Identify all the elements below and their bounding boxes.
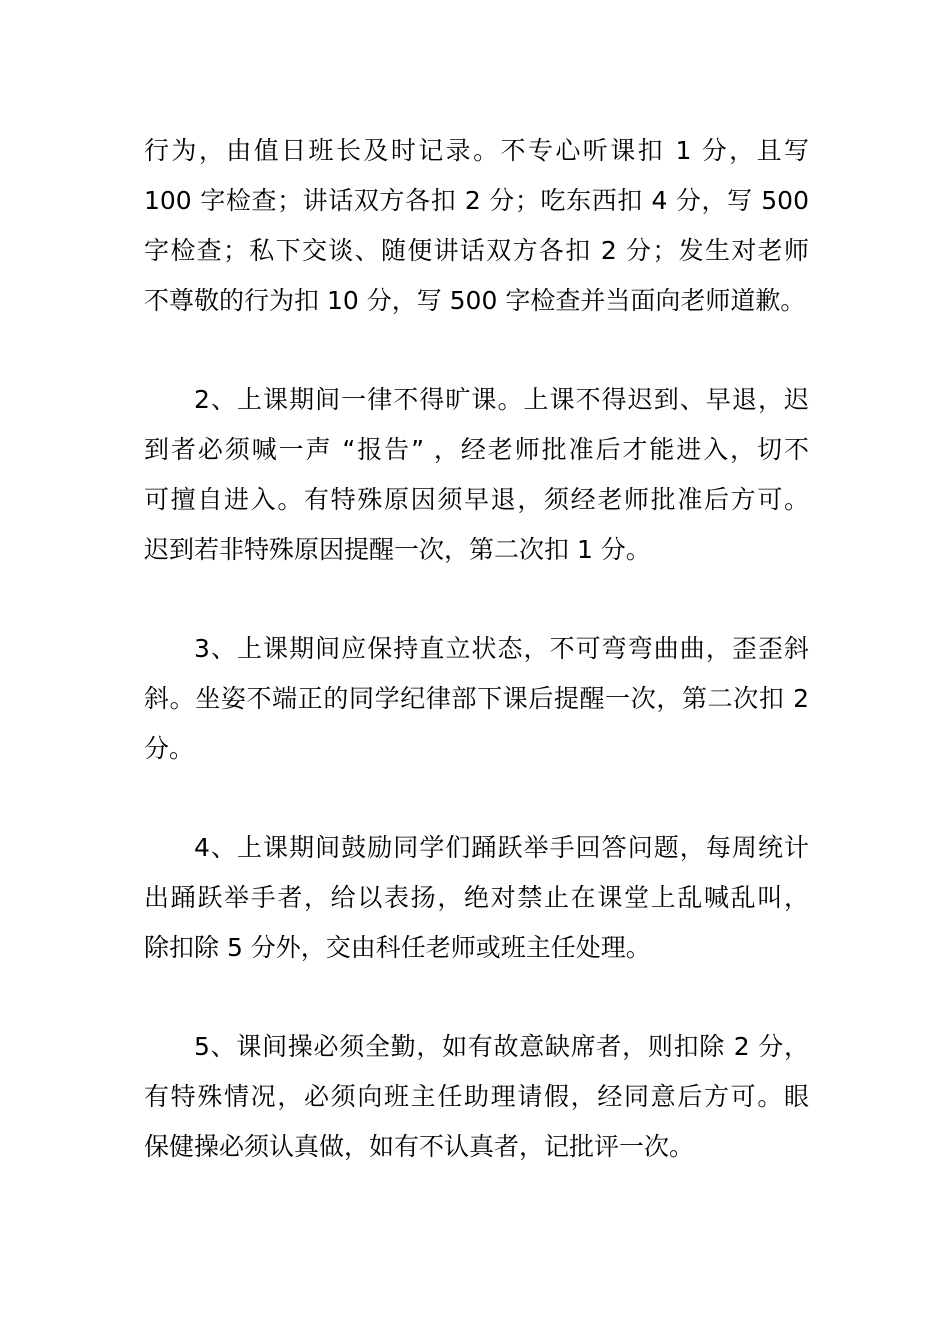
paragraph-line: 可擅自进入。有特殊原因须早退，须经老师批准后方可。 (144, 485, 809, 514)
paragraph-rule-5 (144, 1022, 809, 1172)
paragraph-line: 不尊敬的行为扣 10 分，写 500 字检查并当面向老师道歉。 (144, 286, 806, 315)
paragraph-line: 2、上课期间一律不得旷课。上课不得迟到、早退，迟 (194, 385, 809, 414)
paragraph-line: 3、上课期间应保持直立状态，不可弯弯曲曲，歪歪斜 (194, 634, 809, 663)
paragraph-rule-4 (144, 823, 809, 973)
paragraph-continuation (144, 126, 809, 326)
paragraph-line: 保健操必须认真做，如有不认真者，记批评一次。 (144, 1132, 695, 1161)
paragraph-line: 除扣除 5 分外，交由科任老师或班主任处理。 (144, 933, 651, 962)
paragraph-rule-3 (144, 624, 809, 774)
paragraph-line: 5、课间操必须全勤，如有故意缺席者，则扣除 2 分， (194, 1032, 809, 1061)
paragraph-rule-2 (144, 375, 809, 575)
paragraph-line: 迟到若非特殊原因提醒一次，第二次扣 1 分。 (144, 535, 651, 564)
paragraph-line: 100 字检查；讲话双方各扣 2 分；吃东西扣 4 分，写 500 (144, 186, 809, 215)
paragraph-line: 分。 (144, 734, 195, 763)
paragraph-line: 行为，由值日班长及时记录。不专心听课扣 1 分，且写 (144, 136, 809, 165)
paragraph-line: 出踊跃举手者，给以表扬，绝对禁止在课堂上乱喊乱叫， (144, 883, 809, 912)
paragraph-line: 字检查；私下交谈、随便讲话双方各扣 2 分；发生对老师 (144, 236, 809, 265)
paragraph-line: 4、上课期间鼓励同学们踊跃举手回答问题，每周统计 (194, 833, 809, 862)
paragraph-line: 有特殊情况，必须向班主任助理请假，经同意后方可。眼 (144, 1082, 809, 1111)
paragraph-line: 到者必须喊一声 “报告” ，经老师批准后才能进入，切不 (144, 435, 809, 464)
paragraph-line: 斜。坐姿不端正的同学纪律部下课后提醒一次，第二次扣 2 (144, 684, 809, 713)
